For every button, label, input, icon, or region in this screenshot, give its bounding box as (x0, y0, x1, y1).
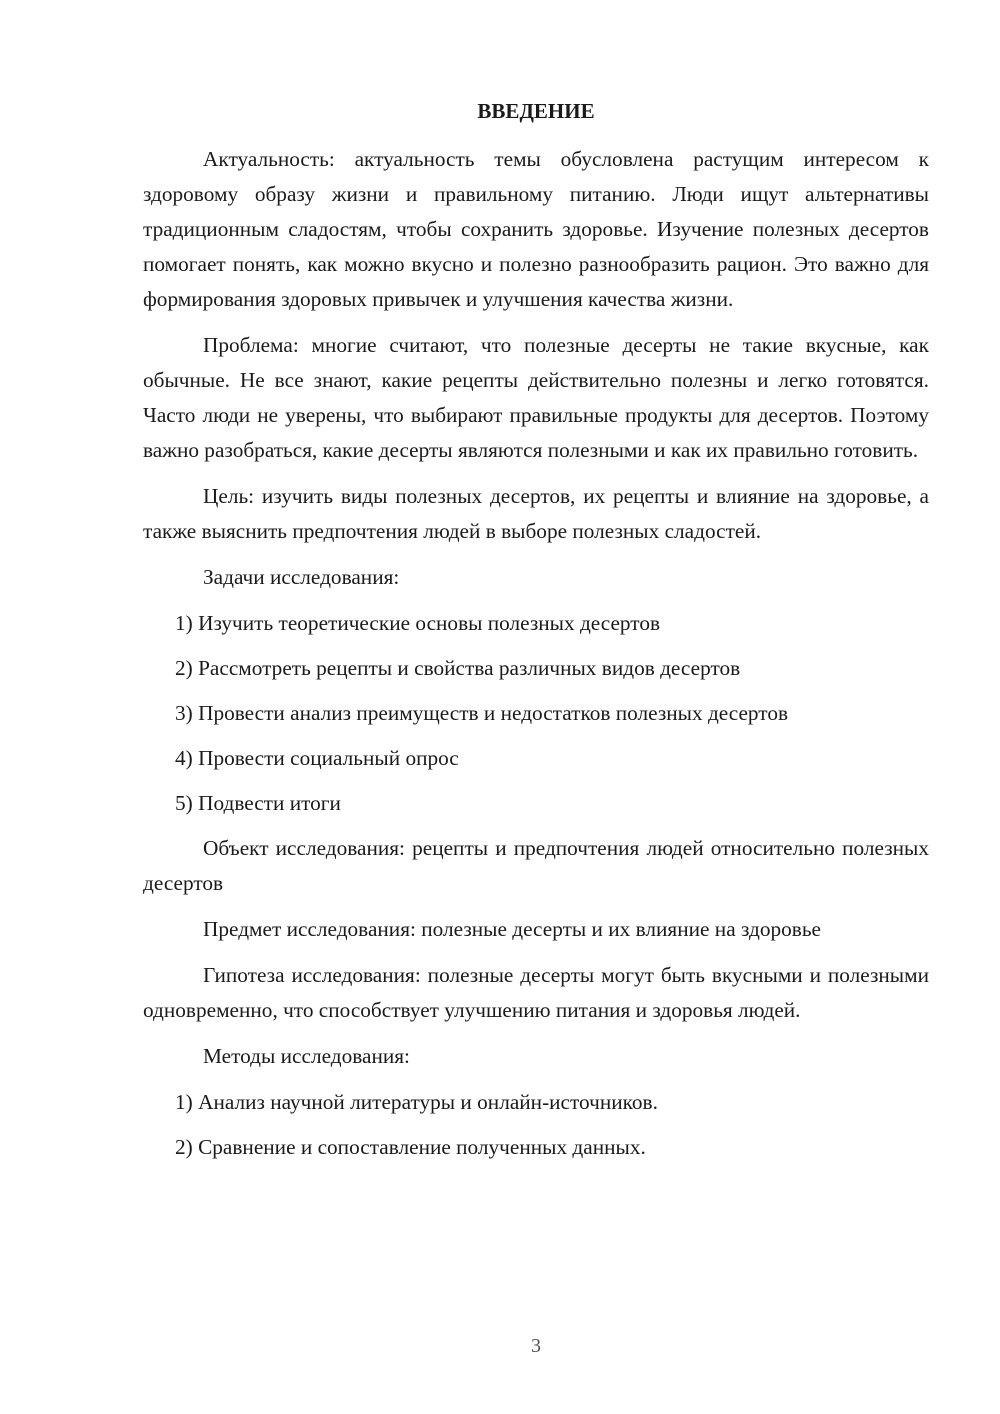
goal-paragraph: Цель: изучить виды полезных десертов, их рецепты и влияние на здоровье, а также выяснить предпочтения людей в выборе полезных сладостей. (143, 484, 929, 543)
subject-paragraph: Предмет исследования: полезные десерты и их влияние на здоровье (203, 917, 821, 941)
task-item-3: 3) Провести анализ преимуществ и недостатков полезных десертов (175, 701, 789, 725)
hypothesis-paragraph: Гипотеза исследования: полезные десерты могут быть вкусными и полезными одновременно, что способствует улучшению питания и здоровья людей. (143, 963, 929, 1022)
page-number: 3 (531, 1335, 541, 1357)
method-item-1: 1) Анализ научной литературы и онлайн-источников. (175, 1090, 658, 1114)
method-item-2: 2) Сравнение и сопоставление полученных данных. (175, 1135, 646, 1159)
document-body (143, 142, 929, 1175)
problem-paragraph: Проблема: многие считают, что полезные десерты не такие вкусные, как обычные. Не все знают, какие рецепты действительно полезны и легко готовятся. Часто люди не уверены, что выбирают правильные продукты для десертов. Поэтому важно разобраться, какие десерты являются полезными и как их правильно готовить. (143, 333, 929, 462)
task-item-2: 2) Рассмотреть рецепты и свойства различных видов десертов (175, 656, 741, 680)
task-item-5: 5) Подвести итоги (175, 791, 341, 815)
task-item-1: 1) Изучить теоретические основы полезных десертов (175, 611, 661, 635)
relevance-paragraph: Актуальность: актуальность темы обусловлена растущим интересом к здоровому образу жизни и правильному питанию. Люди ищут альтернативы традиционным сладостям, чтобы сохранить здоровье. Изучение полезных десертов помогает понять, как можно вкусно и полезно разнообразить рацион. Это важно для формирования здоровых привычек и улучшения качества жизни. (143, 147, 929, 311)
methods-heading: Методы исследования: (203, 1044, 410, 1068)
task-item-4: 4) Провести социальный опрос (175, 746, 459, 770)
tasks-heading: Задачи исследования: (203, 565, 400, 589)
object-paragraph: Объект исследования: рецепты и предпочтения людей относительно полезных десертов (143, 836, 929, 895)
page-title: ВВЕДЕНИЕ (477, 99, 595, 123)
